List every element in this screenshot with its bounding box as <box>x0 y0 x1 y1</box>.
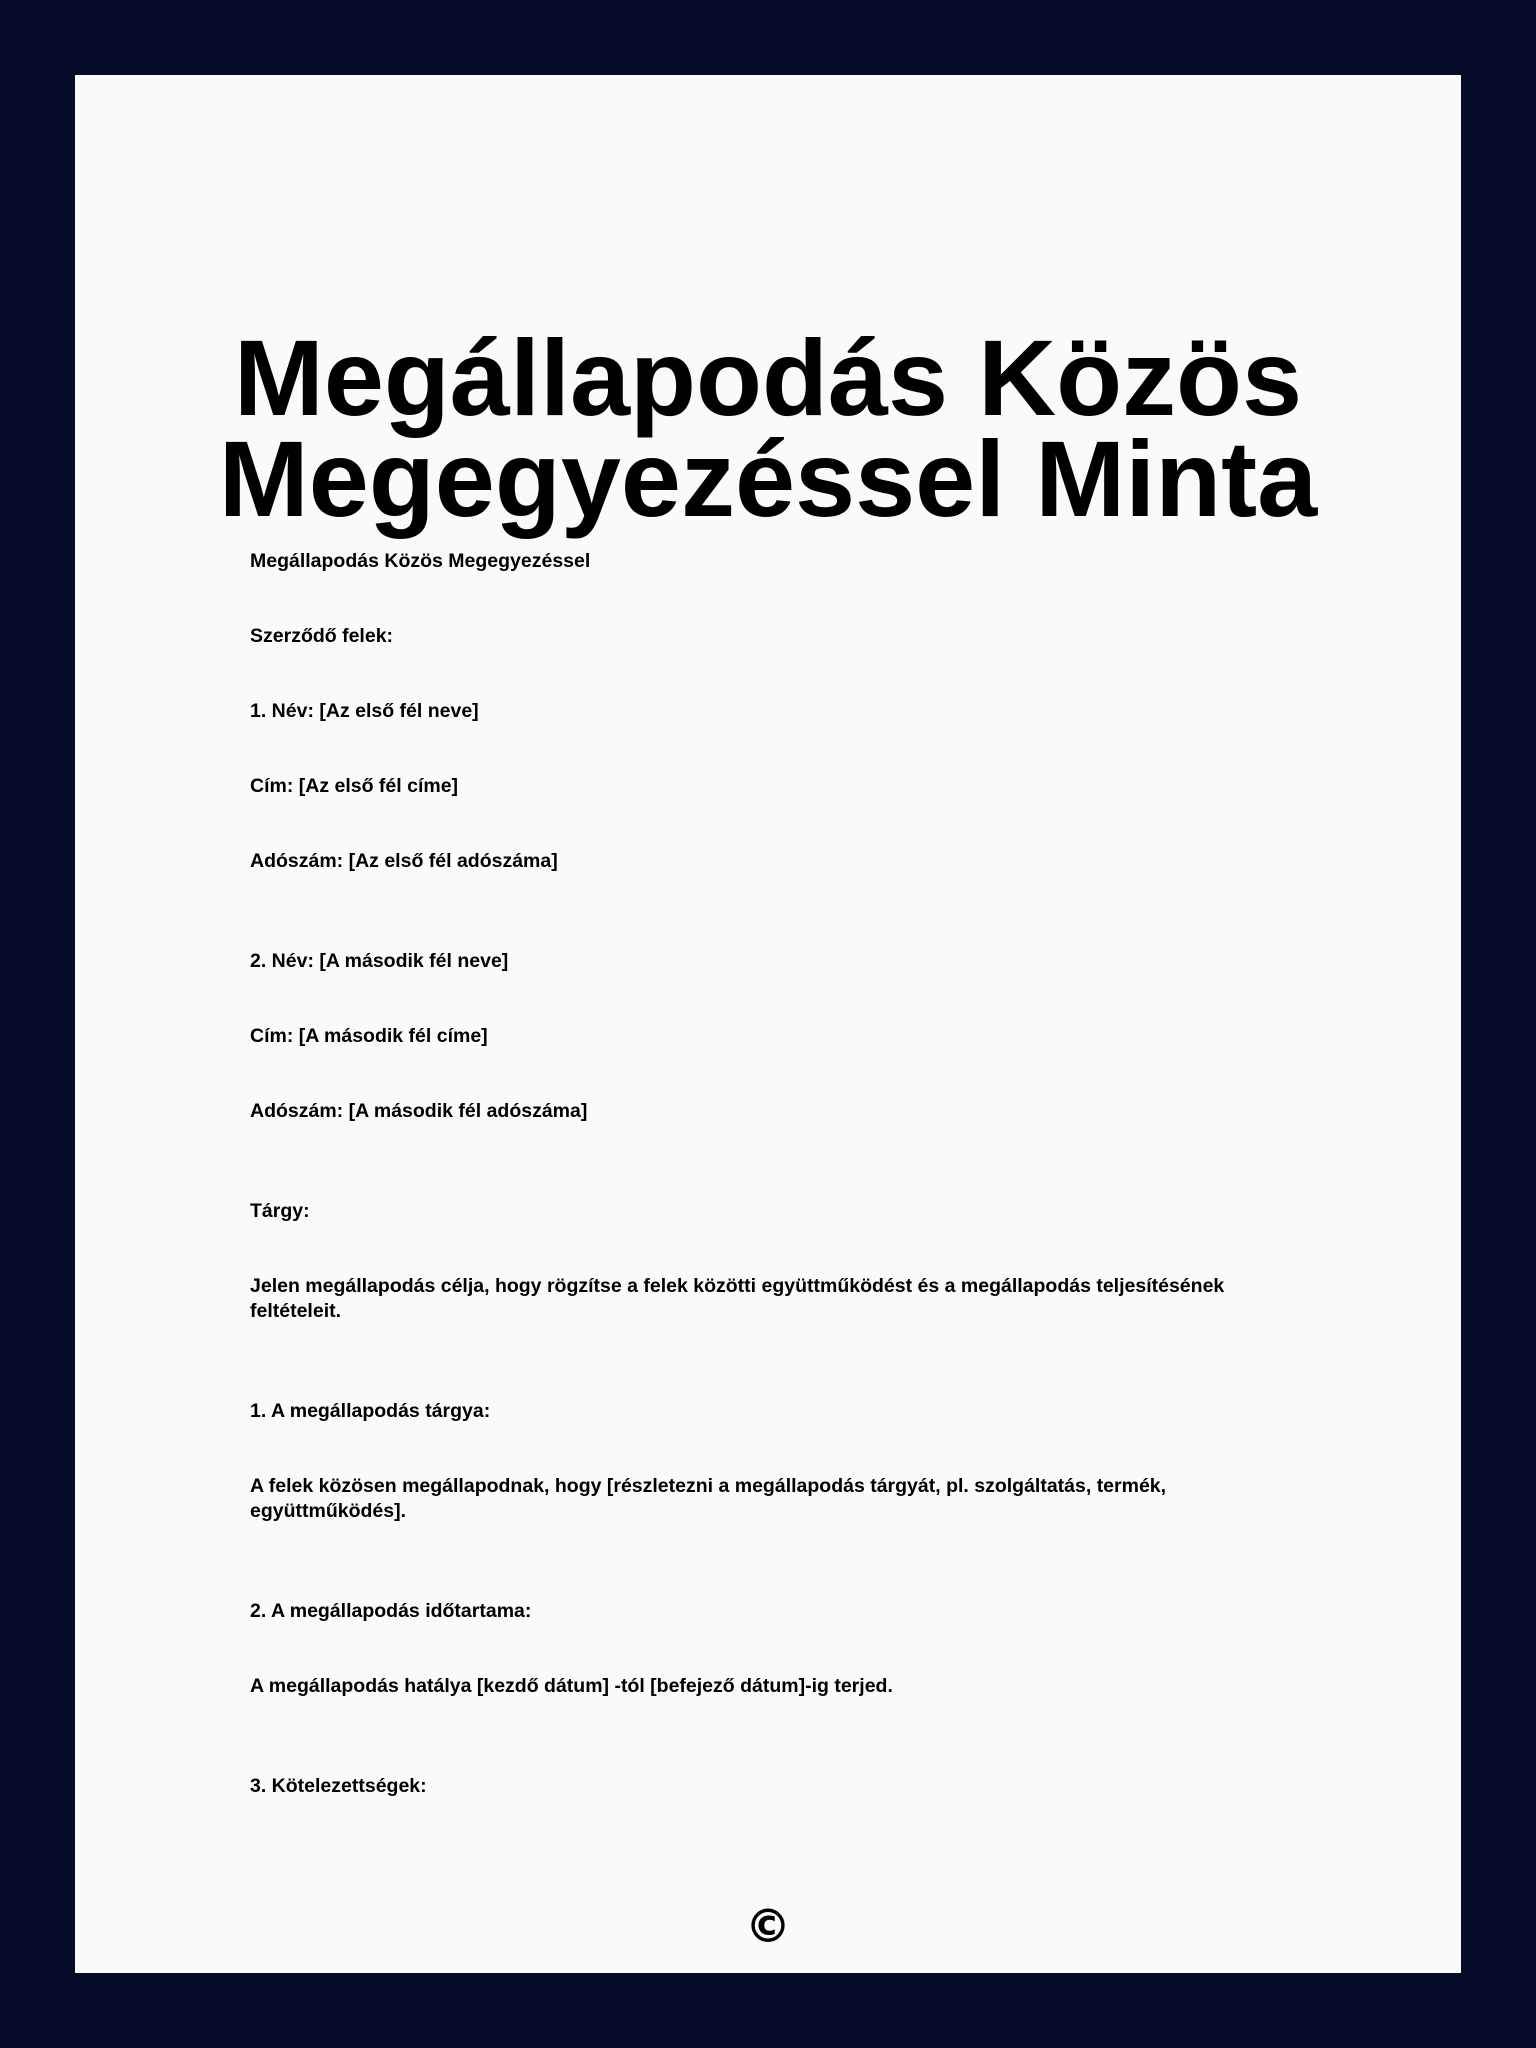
party1-address: Cím: [Az első fél címe] <box>250 775 459 797</box>
document-title <box>75 317 1461 539</box>
agreement-heading: Megállapodás Közös Megegyezéssel <box>250 550 591 572</box>
subject-text: Jelen megállapodás célja, hogy rögzítse a felek közötti együttműködést és a megállapodás teljesítésének feltételeit. <box>250 1275 1225 1322</box>
section1-heading: 1. A megállapodás tárgya: <box>250 1400 491 1422</box>
section2-heading: 2. A megállapodás időtartama: <box>250 1600 532 1622</box>
parties-label: Szerződő felek: <box>250 625 394 647</box>
section1-text: A felek közösen megállapodnak, hogy [részletezni a megállapodás tárgyát, pl. szolgáltatás, termék, együttműködés]. <box>250 1475 1167 1522</box>
section2-text: A megállapodás hatálya [kezdő dátum] -tól [befejező dátum]-ig terjed. <box>250 1675 893 1697</box>
subject-label: Tárgy: <box>250 1200 310 1222</box>
party2-address: Cím: [A második fél címe] <box>250 1025 488 1047</box>
copyright-icon: © <box>745 1899 791 1953</box>
party2-tax-id: Adószám: [A második fél adószáma] <box>250 1100 588 1122</box>
party1-tax-id: Adószám: [Az első fél adószáma] <box>250 850 558 872</box>
section3-heading: 3. Kötelezettségek: <box>250 1775 427 1797</box>
title-line-1: Megállapodás Közös <box>233 317 1303 438</box>
party1-name: 1. Név: [Az első fél neve] <box>250 700 479 722</box>
title-line-2: Megegyezéssel Minta <box>218 418 1318 539</box>
party2-name: 2. Név: [A második fél neve] <box>250 950 509 972</box>
document-page <box>75 75 1461 1973</box>
